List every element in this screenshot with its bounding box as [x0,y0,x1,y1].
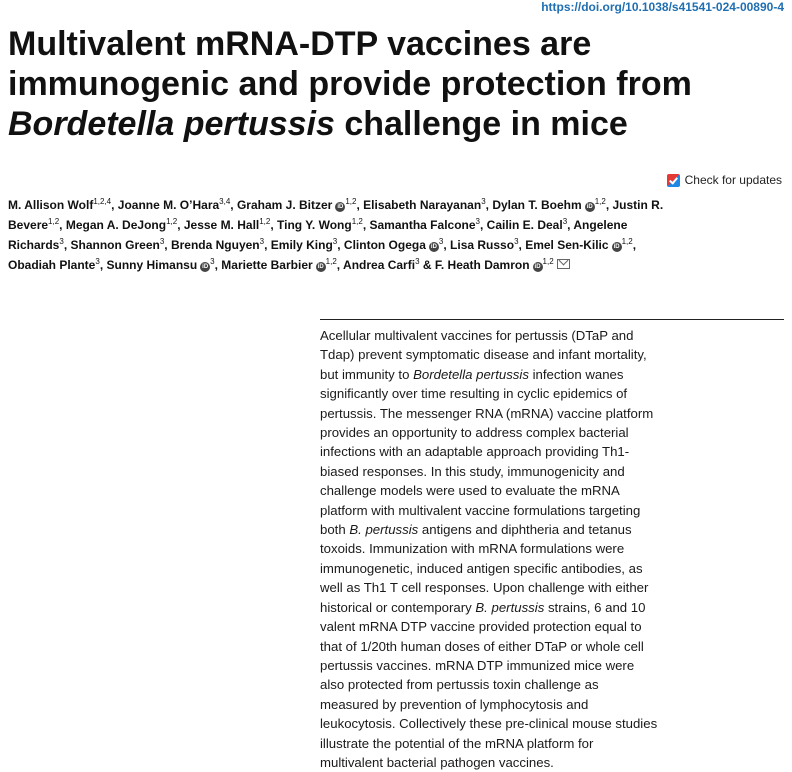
abstract-text: Acellular multivalent vaccines for pertussis (DTaP and Tdap) prevent symptomatic disease and infant mortality, but immunity to [320,328,647,382]
author-name: Joanne M. O’Hara [117,198,220,212]
title-part-1: Multivalent mRNA-DTP vaccines are immunogenic and provide protection from [8,25,692,103]
author-name: Ting Y. Wong [277,218,352,232]
author-affiliation: 1,2 [325,257,337,266]
author-name: Elisabeth Narayanan [363,198,482,212]
orcid-icon[interactable]: iD [337,204,344,210]
author-name: M. Allison Wolf [8,198,94,212]
abstract-italic-term: B. pertussis [475,599,545,615]
author-name: Mariette Barbier [221,258,313,272]
author-name: Emily King [270,238,333,252]
orcid-icon[interactable]: iD [534,264,541,270]
check-for-updates-icon [667,174,680,187]
author[interactable] [370,218,480,232]
author-name: Obadiah Plante [8,258,96,272]
abstract-italic-term: B. pertussis [349,522,419,538]
title-part-2: challenge in mice [334,105,628,143]
author-affiliation: 1,2 [594,197,606,206]
title-italic: Bordetella pertussis [8,105,335,143]
author-name: Emel Sen-Kilic [525,238,609,252]
author-affiliation: 3 [415,257,420,266]
email-icon[interactable] [557,259,570,269]
author[interactable] [344,238,443,252]
author[interactable] [450,238,518,252]
author-affiliation: 1,2 [259,217,271,226]
author-affiliation: 3 [210,257,215,266]
author-affiliation: 1,2 [621,237,633,246]
orcid-icon[interactable]: iD [317,264,324,270]
abstract-text: antigens and diphtheria and tetanus toxoids. Immunization with mRNA formulations were immunogenetic, induced antigen specific antibodies, as well as Th1 T cell responses. Upon challenge with either historical or contemporary [320,522,649,615]
abstract-divider [320,319,784,320]
orcid-icon[interactable]: iD [586,204,593,210]
orcid-icon[interactable]: iD [430,244,437,250]
author-affiliation: 1,2 [345,197,357,206]
abstract [320,326,660,772]
orcid-icon[interactable]: iD [613,244,620,250]
author[interactable] [8,198,111,212]
author[interactable] [221,258,337,272]
author-name: Lisa Russo [450,238,515,252]
author-name: Sunny Himansu [106,258,198,272]
abstract-text: strains, 6 and 10 valent mRNA DTP vaccine provided protection equal to that of 1/20th human doses of either DTaP or whole cell pertussis vaccines. mRNA DTP immunized mice were also protected from pertussis toxin challenge as measured by prevention of lymphocytosis and leukocytosis. Collectively these pre-clinical mouse studies illustrate the potential of the mRNA platform for multivalent bacterial pathogen vaccines. [320,599,658,770]
author-affiliation: 3 [95,257,100,266]
author-affiliation: 1,2 [48,217,60,226]
author-name: Megan A. DeJong [65,218,167,232]
check-for-updates-label: Check for updates [684,173,782,187]
author-name: F. Heath Damron [434,258,530,272]
author-affiliation: 3 [59,237,64,246]
author[interactable] [435,258,554,272]
author[interactable] [343,258,419,272]
check-for-updates-button[interactable] [667,173,782,187]
author-affiliation: 3 [438,237,444,246]
author[interactable] [525,238,633,252]
doi-link[interactable]: https://doi.org/10.1038/s41541-024-00890-4 [541,0,784,14]
author[interactable] [70,238,164,252]
author[interactable] [492,198,605,212]
author-affiliation: 3 [562,217,568,226]
author-affiliation: 3 [475,217,480,226]
author-affiliation: 3 [332,237,338,246]
author-name: Andrea Carfi [343,258,416,272]
article-title [8,24,788,144]
author-list: M. Allison Wolf$^{1,2,4}$, Joanne M. O’Hara$^{3,4}$, Graham J. Bitzer iD$^{1,2}$, Elisabeth Narayanan$^3$, Dylan T. Boehm iD$^{1,2}$, Justin R. Bevere$^{1,2}$, Megan A. DeJong$^{1,2}$, Jesse M. Hall$^{1,2}$, Ting Y. Wong$^{1,2}$, Samantha Falcone$^3$, Cailin E. Deal$^3$, Angelene Richards$^3$, Shannon Green$^3$, Brenda Nguyen$^3$, Emily King$^3$, Clinton Ogega $iD^3$, Lisa Russo$^3$, Emel Sen-Kilic iD$^{1,2}$, Obadiah Plante$^3$, Sunny Himansu $iD^3$, Mariette Barbier iD$^{1,2}$, Andrea Carfi$^3$ & F. Heath Damron iD$^{1,2}$ [8,197,664,272]
author-name: Shannon Green [70,238,160,252]
author-affiliation: 3 [259,237,265,246]
author-affiliation: 3 [159,237,165,246]
author-name: Samantha Falcone [369,218,476,232]
author-affiliation: 1,2 [351,217,363,226]
author-name: Clinton Ogega [343,238,426,252]
author-affiliation: 3 [481,197,486,206]
author[interactable] [171,238,264,252]
author-and: & [419,258,435,272]
author[interactable] [106,258,214,272]
author-affiliation: 1,2 [542,257,554,266]
author[interactable] [184,218,271,232]
author-affiliation: 1,2,4 [93,197,112,206]
author[interactable] [363,198,486,212]
author-name: Dylan T. Boehm [492,198,582,212]
author[interactable] [237,198,357,212]
author[interactable] [277,218,363,232]
author-name: Cailin E. Deal [486,218,563,232]
orcid-icon[interactable]: iD [202,264,209,270]
author[interactable] [487,218,567,232]
author-affiliation: 3,4 [219,197,231,206]
author[interactable] [271,238,337,252]
author-name: Graham J. Bitzer [236,198,333,212]
author[interactable] [66,218,177,232]
author-name: Justin R. Bevere [8,198,664,232]
author[interactable] [118,198,231,212]
author[interactable] [8,258,100,272]
author-name: Jesse M. Hall [183,218,260,232]
author-affiliation: 1,2 [166,217,178,226]
abstract-text: infection wanes significantly over time resulting in cyclic epidemics of pertussis. The messenger RNA (mRNA) vaccine platform provides an opportunity to address complex bacterial infections with an adaptable approach providing Th1-biased responses. In this study, immunogenicity and challenge models were used to evaluate the mRNA platform with multivalent vaccine formulations targeting both [320,366,654,538]
author-name: Angelene Richards [8,218,628,252]
author-affiliation: 3 [514,237,519,246]
abstract-italic-term: Bordetella pertussis [413,366,529,382]
author-name: Brenda Nguyen [170,238,260,252]
